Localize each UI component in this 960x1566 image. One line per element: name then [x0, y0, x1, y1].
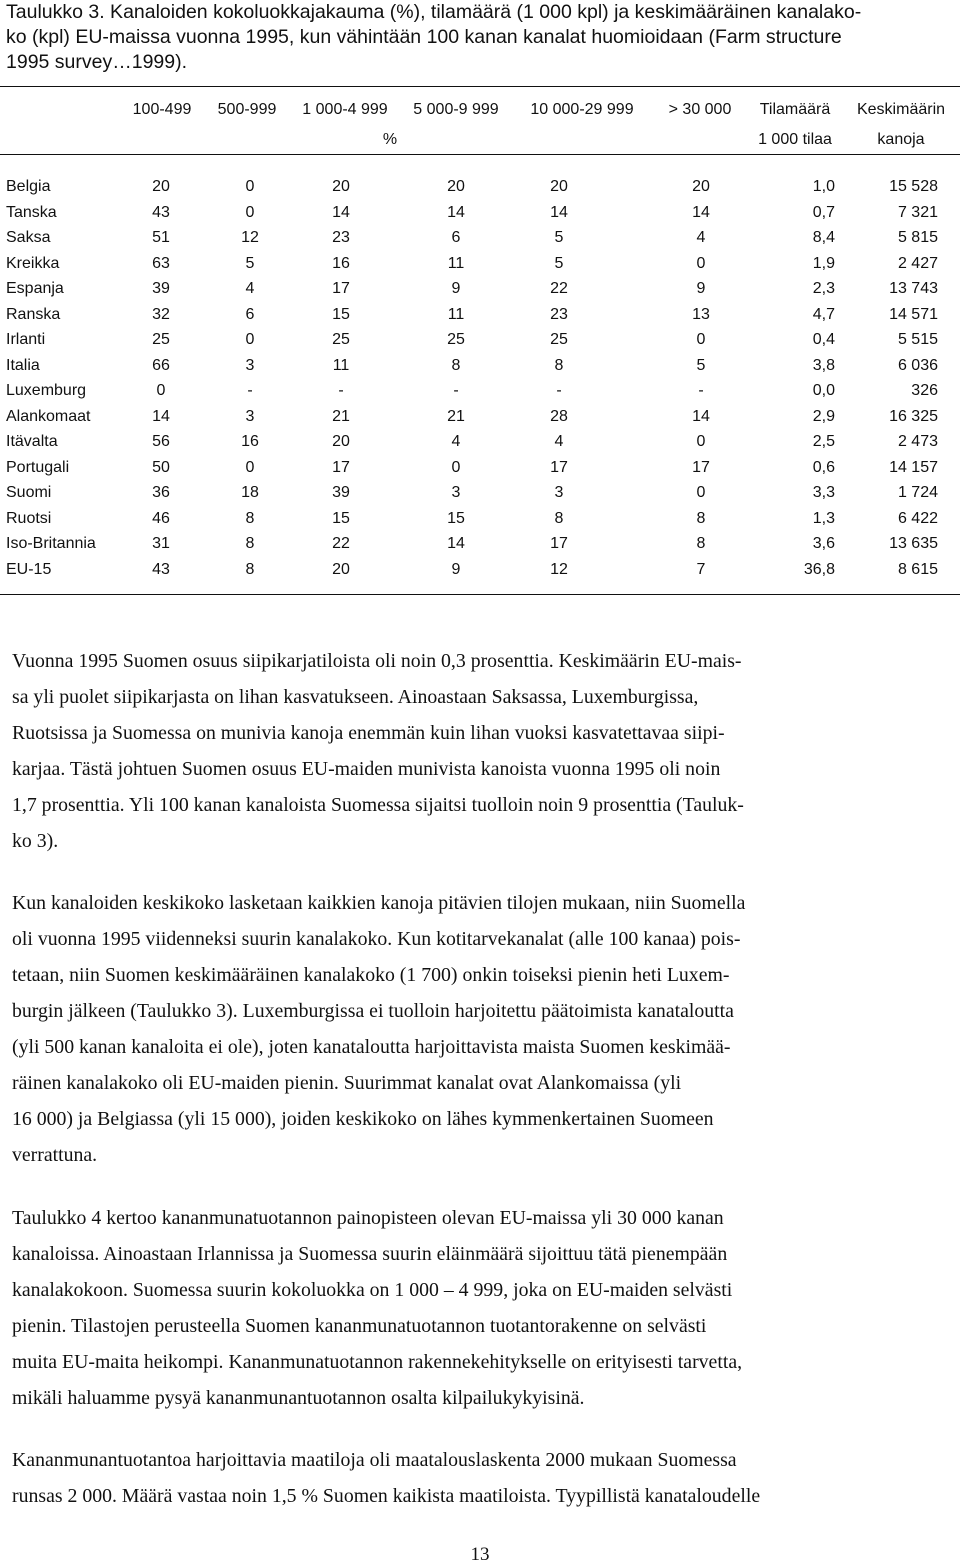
- value-cell: 4: [696, 229, 706, 246]
- value-cell: 3,3: [812, 484, 835, 501]
- value-cell: 0: [696, 254, 706, 272]
- value-cell: 0: [696, 433, 706, 450]
- header-average-unit: kanoja: [877, 131, 925, 148]
- caption-line: Taulukko 3. Kanaloiden kokoluokkajakauma (%), tilamäärä (1 000 kpl) ja keskimääräinen kanalako-: [6, 1, 862, 23]
- value-cell: 36: [152, 484, 170, 501]
- value-cell: 5 515: [897, 331, 938, 348]
- value-cell: 21: [447, 407, 465, 425]
- value-cell: 15: [332, 509, 350, 527]
- value-cell: 8: [554, 356, 564, 374]
- value-cell: 8: [245, 535, 255, 552]
- value-cell: 20: [692, 178, 710, 195]
- value-cell: 20: [332, 560, 350, 578]
- body-paragraph-2: [12, 885, 940, 1173]
- value-cell: 13 635: [889, 535, 938, 552]
- value-cell: 15: [332, 305, 350, 323]
- value-cell: 1,0: [812, 178, 835, 195]
- value-cell: 3: [245, 356, 255, 374]
- value-cell: 6 422: [897, 509, 938, 527]
- country-cell: Ruotsi: [6, 509, 52, 527]
- value-cell: 0,0: [812, 382, 835, 399]
- value-cell: 2,5: [812, 433, 835, 450]
- value-cell: 2,3: [812, 280, 835, 297]
- value-cell: 5: [696, 356, 706, 374]
- value-cell: 4,7: [812, 305, 835, 323]
- value-cell: 14: [692, 203, 710, 221]
- value-cell: 13 743: [889, 280, 938, 297]
- value-cell: 2 427: [897, 254, 938, 272]
- value-cell: 36,8: [803, 560, 835, 578]
- value-cell: 5 815: [897, 229, 938, 246]
- value-cell: 20: [152, 178, 170, 195]
- value-cell: 17: [550, 535, 568, 552]
- header-500-999: 500-999: [217, 101, 277, 118]
- value-cell: 0: [245, 331, 255, 348]
- text-line: Vuonna 1995 Suomen osuus siipikarjatiloista oli noin 0,3 prosenttia. Keskimäärin EU-mais-: [12, 650, 742, 672]
- value-cell: 11: [447, 305, 465, 323]
- value-cell: 32: [152, 305, 170, 323]
- value-cell: 46: [152, 509, 170, 527]
- value-cell: 16: [241, 433, 259, 450]
- table-row: [0, 480, 960, 505]
- table-header-rule: [0, 154, 960, 155]
- value-cell: 25: [550, 331, 568, 348]
- text-line: Kananmunantuotantoa harjoittavia maatiloja oli maatalouslaskenta 2000 mukaan Suomessa: [12, 1449, 737, 1471]
- text-line: tetaan, niin Suomen keskimääräinen kanalakoko (1 700) onkin toiseksi pienin heti Luxem-: [12, 964, 730, 986]
- table-row: [0, 225, 960, 250]
- country-cell: Suomi: [6, 484, 52, 501]
- table-row: [0, 557, 960, 582]
- value-cell: 20: [550, 178, 568, 195]
- country-cell: Saksa: [6, 229, 51, 246]
- table-row: [0, 276, 960, 301]
- text-line: Kun kanaloiden keskikoko lasketaan kaikkien kanoja pitävien tilojen mukaan, niin Suomella: [12, 892, 746, 914]
- header-1000-4999: 1 000-4 999: [302, 101, 388, 118]
- value-cell: 12: [550, 560, 568, 578]
- value-cell: 8: [245, 560, 255, 578]
- value-cell: 0: [451, 458, 461, 476]
- country-cell: EU-15: [6, 560, 52, 578]
- header-over-30000: > 30 000: [668, 101, 732, 118]
- value-cell: 0: [245, 178, 255, 195]
- country-cell: Italia: [6, 356, 40, 374]
- value-cell: 21: [332, 407, 350, 425]
- value-cell: 2,9: [812, 407, 835, 425]
- text-line: (yli 500 kanan kanaloita ei ole), joten kanataloutta harjoittavista maista Suomen keskimää-: [12, 1036, 731, 1058]
- table-caption: [6, 0, 951, 75]
- value-cell: 18: [241, 484, 259, 501]
- value-cell: 23: [550, 305, 568, 323]
- value-cell: 2 473: [897, 433, 938, 450]
- country-cell: Belgia: [6, 178, 51, 195]
- header-5000-9999: 5 000-9 999: [413, 101, 499, 118]
- value-cell: 8: [696, 535, 706, 552]
- value-cell: 56: [152, 433, 170, 450]
- table-row: [0, 404, 960, 429]
- country-cell: Portugali: [6, 458, 70, 476]
- value-cell: 6: [245, 305, 255, 323]
- table-row: [0, 455, 960, 480]
- value-cell: 66: [152, 356, 170, 374]
- value-cell: 5: [245, 254, 255, 272]
- value-cell: 8,4: [812, 229, 835, 246]
- value-cell: -: [698, 382, 704, 399]
- table-row: [0, 531, 960, 556]
- value-cell: 1,9: [812, 254, 835, 272]
- country-cell: Alankomaat: [6, 407, 91, 425]
- value-cell: 14: [692, 407, 710, 425]
- value-cell: 20: [447, 178, 465, 195]
- country-cell: Ranska: [6, 305, 61, 323]
- caption-line: ko (kpl) EU-maissa vuonna 1995, kun vähintään 100 kanan kanalat huomioidaan (Farm structure: [6, 26, 842, 48]
- value-cell: 43: [152, 560, 170, 578]
- value-cell: 3,6: [812, 535, 835, 552]
- value-cell: 28: [550, 407, 568, 425]
- text-line: burgin jälkeen (Taulukko 3). Luxemburgissa ei tuolloin harjoitettu päätoimista kanataloutta: [12, 1000, 734, 1022]
- value-cell: 20: [332, 178, 350, 195]
- value-cell: 51: [152, 229, 170, 246]
- value-cell: 8: [696, 509, 706, 527]
- value-cell: 25: [447, 331, 465, 348]
- value-cell: 39: [152, 280, 170, 297]
- text-line: runsas 2 000. Määrä vastaa noin 1,5 % Suomen kaikista maatiloista. Tyypillistä kanataloudelle: [12, 1485, 761, 1507]
- value-cell: 9: [451, 280, 461, 297]
- value-cell: 14 571: [889, 305, 938, 323]
- country-cell: Espanja: [6, 280, 64, 297]
- value-cell: 1,3: [812, 509, 835, 527]
- text-line: mikäli haluamme pysyä kananmunantuotannon osalta kilpailukykyisinä.: [12, 1387, 585, 1409]
- value-cell: 3: [451, 484, 461, 501]
- table-row: [0, 251, 960, 276]
- text-line: pienin. Tilastojen perusteella Suomen kananmunatuotannon tuotantorakenne on selvästi: [12, 1315, 707, 1337]
- value-cell: 11: [447, 254, 465, 272]
- value-cell: 14: [550, 203, 568, 221]
- value-cell: 1 724: [897, 484, 938, 501]
- value-cell: 39: [332, 484, 350, 501]
- country-cell: Tanska: [6, 203, 57, 221]
- country-cell: Luxemburg: [6, 382, 87, 399]
- value-cell: 17: [332, 458, 350, 476]
- header-100-499: 100-499: [132, 101, 192, 118]
- value-cell: 3,8: [812, 356, 835, 374]
- value-cell: 14: [152, 407, 170, 425]
- value-cell: 15: [447, 509, 465, 527]
- value-cell: 17: [692, 458, 710, 476]
- table-row: [0, 353, 960, 378]
- text-line: Ruotsissa ja Suomessa on munivia kanoja enemmän kuin lihan vuoksi kasvatettavaa siipi-: [12, 722, 725, 744]
- value-cell: -: [453, 382, 459, 399]
- value-cell: 8: [245, 509, 255, 527]
- value-cell: 7: [696, 560, 706, 578]
- text-line: karjaa. Tästä johtuen Suomen osuus EU-maiden munivista kanoista vuonna 1995 oli noin: [12, 758, 721, 780]
- value-cell: 0: [156, 382, 166, 399]
- value-cell: 7 321: [897, 203, 938, 221]
- text-line: 16 000) ja Belgiassa (yli 15 000), joiden keskikoko on lähes kymmenkertainen Suomeen: [12, 1108, 714, 1130]
- body-paragraph-3: [12, 1200, 940, 1416]
- value-cell: 8 615: [897, 560, 938, 578]
- caption-line: 1995 survey…1999).: [6, 51, 188, 73]
- value-cell: 25: [152, 331, 170, 348]
- value-cell: 50: [152, 458, 170, 476]
- table-row: [0, 506, 960, 531]
- value-cell: 13: [692, 305, 710, 323]
- value-cell: 14: [447, 203, 465, 221]
- value-cell: 23: [332, 229, 350, 246]
- table-row: [0, 429, 960, 454]
- value-cell: 3: [554, 484, 564, 501]
- value-cell: 9: [696, 280, 706, 297]
- table-row: [0, 302, 960, 327]
- value-cell: 16: [332, 254, 350, 272]
- value-cell: 20: [332, 433, 350, 450]
- header-10000-29999: 10 000-29 999: [530, 101, 634, 118]
- value-cell: 12: [241, 229, 259, 246]
- value-cell: -: [247, 382, 253, 399]
- header-farm-count: Tilamäärä: [759, 101, 831, 118]
- text-line: kanalakokoon. Suomessa suurin kokoluokka on 1 000 – 4 999, joka on EU-maiden selvästi: [12, 1279, 733, 1301]
- value-cell: 4: [554, 433, 564, 450]
- header-farm-unit: 1 000 tilaa: [758, 131, 832, 148]
- value-cell: 326: [911, 382, 938, 399]
- value-cell: 0: [696, 484, 706, 501]
- value-cell: 16 325: [889, 407, 938, 425]
- text-line: 1,7 prosenttia. Yli 100 kanan kanaloista Suomessa sijaitsi tuolloin noin 9 prosenttia (Tauluk-: [12, 794, 744, 816]
- text-line: sa yli puolet siipikarjasta on lihan kasvatukseen. Ainoastaan Saksassa, Luxemburgissa,: [12, 686, 699, 708]
- value-cell: 8: [554, 509, 564, 527]
- value-cell: 0: [245, 458, 255, 476]
- value-cell: 11: [332, 356, 350, 374]
- value-cell: 6: [451, 229, 461, 246]
- country-cell: Iso-Britannia: [6, 535, 96, 552]
- text-line: muita EU-maita heikompi. Kananmunatuotannon rakennekehitykselle on erityisesti tarvetta,: [12, 1351, 743, 1373]
- text-line: Taulukko 4 kertoo kananmunatuotannon painopisteen olevan EU-maissa yli 30 000 kanan: [12, 1207, 724, 1229]
- page-number: 13: [470, 1544, 490, 1565]
- table-top-rule: [0, 86, 960, 87]
- value-cell: 0: [245, 203, 255, 221]
- table-bottom-rule: [0, 594, 960, 595]
- header-percent-unit: %: [382, 131, 398, 148]
- value-cell: 3: [245, 407, 255, 425]
- text-line: räinen kanalakoko oli EU-maiden pienin. Suurimmat kanalat ovat Alankomaissa (yli: [12, 1072, 682, 1094]
- table-row: [0, 327, 960, 352]
- text-line: kanaloissa. Ainoastaan Irlannissa ja Suomessa suurin eläinmäärä sijoittuu tätä pienempään: [12, 1243, 728, 1265]
- table-row: [0, 378, 960, 403]
- value-cell: 63: [152, 254, 170, 272]
- value-cell: 14: [332, 203, 350, 221]
- country-cell: Kreikka: [6, 254, 60, 272]
- text-line: verrattuna.: [12, 1144, 98, 1166]
- value-cell: 17: [332, 280, 350, 297]
- country-cell: Itävalta: [6, 433, 58, 450]
- value-cell: 4: [451, 433, 461, 450]
- value-cell: -: [338, 382, 344, 399]
- value-cell: 43: [152, 203, 170, 221]
- value-cell: 9: [451, 560, 461, 578]
- value-cell: 5: [554, 254, 564, 272]
- country-cell: Irlanti: [6, 331, 46, 348]
- value-cell: -: [556, 382, 562, 399]
- value-cell: 17: [550, 458, 568, 476]
- header-average: Keskimäärin: [856, 101, 946, 118]
- value-cell: 6 036: [897, 356, 938, 374]
- text-line: oli vuonna 1995 viidenneksi suurin kanalakoko. Kun kotitarvekanalat (alle 100 kanaa) pois-: [12, 928, 741, 950]
- value-cell: 0,7: [812, 203, 835, 221]
- table-row: [0, 174, 960, 199]
- value-cell: 4: [245, 280, 255, 297]
- value-cell: 15 528: [889, 178, 938, 195]
- value-cell: 0,4: [812, 331, 835, 348]
- value-cell: 22: [332, 535, 350, 552]
- table-row: [0, 200, 960, 225]
- text-line: ko 3).: [12, 830, 59, 852]
- value-cell: 5: [554, 229, 564, 246]
- value-cell: 14 157: [889, 458, 938, 476]
- value-cell: 22: [550, 280, 568, 297]
- body-paragraph-1: [12, 643, 940, 859]
- value-cell: 31: [152, 535, 170, 552]
- value-cell: 0,6: [812, 458, 835, 476]
- body-paragraph-4: [12, 1442, 940, 1514]
- value-cell: 25: [332, 331, 350, 348]
- value-cell: 0: [696, 331, 706, 348]
- value-cell: 8: [451, 356, 461, 374]
- value-cell: 14: [447, 535, 465, 552]
